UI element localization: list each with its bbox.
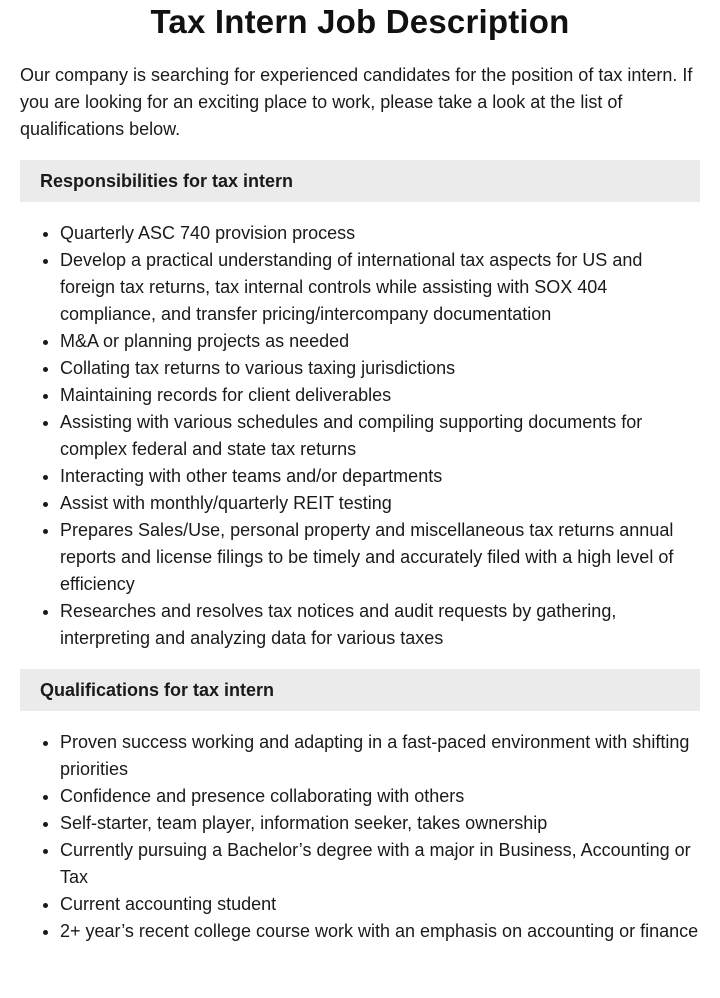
list-item: • Quarterly ASC 740 provision process: [60, 220, 700, 247]
list-item: • Maintaining records for client deliverables: [60, 382, 700, 409]
page-title: Tax Intern Job Description: [150, 3, 570, 40]
list-item: • Collating tax returns to various taxing jurisdictions: [60, 355, 700, 382]
list-item: • Self-starter, team player, information seeker, takes ownership: [60, 810, 700, 837]
list-item: • Assisting with various schedules and compiling supporting documents for complex federal and state tax returns: [60, 409, 700, 463]
responsibilities-list: [20, 220, 700, 652]
list-item: • Assist with monthly/quarterly REIT testing: [60, 490, 700, 517]
list-item: • 2+ year’s recent college course work with an emphasis on accounting or finance: [60, 918, 700, 945]
list-item: • Confidence and presence collaborating with others: [60, 783, 700, 810]
list-item: • Proven success working and adapting in a fast-paced environment with shifting priorities: [60, 729, 700, 783]
list-item: • Current accounting student: [60, 891, 700, 918]
responsibilities-heading: Responsibilities for tax intern: [20, 160, 700, 202]
list-item: • Researches and resolves tax notices and audit requests by gathering, interpreting and analyzing data for various taxes: [60, 598, 700, 652]
list-item: • Develop a practical understanding of international tax aspects for US and foreign tax returns, tax internal controls while assisting with SOX 404 compliance, and transfer pricing/intercompany documentation: [60, 247, 700, 328]
list-item: • M&A or planning projects as needed: [60, 328, 700, 355]
qualifications-list: [20, 729, 700, 945]
intro-paragraph: Our company is searching for experienced candidates for the position of tax intern. If you are looking for an exciting place to work, please take a look at the list of qualifications below.: [20, 65, 693, 139]
list-item: • Prepares Sales/Use, personal property and miscellaneous tax returns annual reports and license filings to be timely and accurately filed with a high level of efficiency: [60, 517, 700, 598]
list-item: • Interacting with other teams and/or departments: [60, 463, 700, 490]
qualifications-heading: Qualifications for tax intern: [20, 669, 700, 711]
list-item: • Currently pursuing a Bachelor’s degree with a major in Business, Accounting or Tax: [60, 837, 700, 891]
